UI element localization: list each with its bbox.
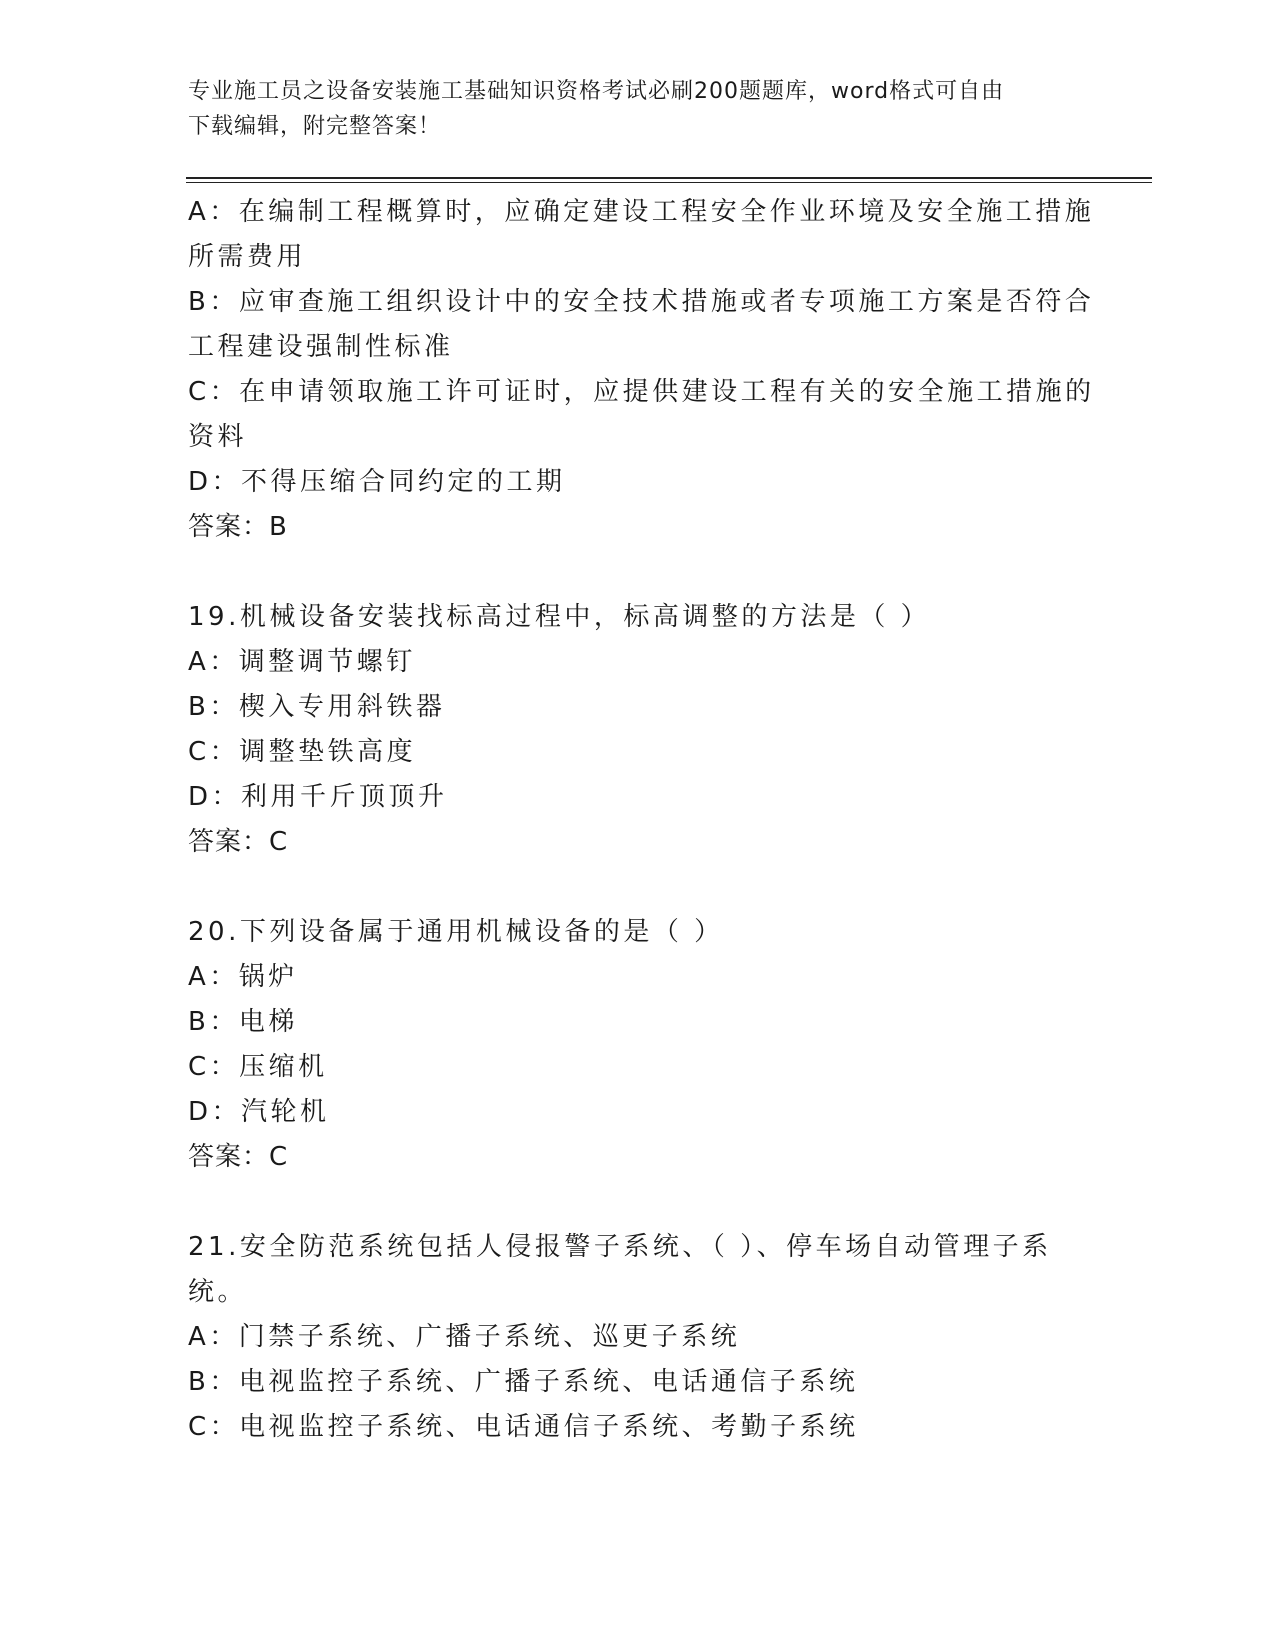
- q18-option-a-line-1: A：在编制工程概算时，应确定建设工程安全作业环境及安全施工措施: [188, 197, 1095, 227]
- question-18-block: [188, 190, 1095, 550]
- q18-option-b-line-1: B：应审查施工组织设计中的安全技术措施或者专项施工方案是否符合: [188, 287, 1095, 317]
- q19-option-b: B：楔入专用斜铁器: [188, 692, 446, 722]
- question-list: [188, 190, 1095, 1450]
- question-19-block: [188, 595, 1078, 865]
- header-line-2: 下载编辑，附完整答案！: [188, 114, 442, 139]
- spacer: [188, 865, 1078, 910]
- q18-option-d: D：不得压缩合同约定的工期: [188, 467, 566, 497]
- q21-question-line-1: 21.安全防范系统包括人侵报警子系统、（ ）、停车场自动管理子系: [188, 1232, 1052, 1262]
- question-21-block: [188, 1225, 1078, 1450]
- q19-answer: 答案：C: [188, 827, 289, 857]
- document-header: [188, 74, 1068, 144]
- question-20-block: [188, 910, 1078, 1180]
- q21-option-c: C：电视监控子系统、电话通信子系统、考勤子系统: [188, 1412, 859, 1442]
- header-line-1: 专业施工员之设备安装施工基础知识资格考试必刷200题题库，word格式可自由: [188, 79, 1005, 104]
- q19-question: 19.机械设备安装找标高过程中，标高调整的方法是（ ）: [188, 602, 931, 632]
- header-divider-thick: [186, 177, 1152, 179]
- q18-answer: 答案：B: [188, 512, 288, 542]
- header-divider-thin: [186, 182, 1152, 183]
- q19-option-c: C：调整垫铁高度: [188, 737, 417, 767]
- q20-answer: 答案：C: [188, 1142, 289, 1172]
- q20-question: 20.下列设备属于通用机械设备的是（ ）: [188, 917, 724, 947]
- q21-question-line-2: 统。: [188, 1277, 248, 1307]
- q18-option-c-line-2: 资料: [188, 422, 248, 452]
- q18-option-b-line-2: 工程建设强制性标准: [188, 332, 454, 362]
- q21-option-b: B：电视监控子系统、广播子系统、电话通信子系统: [188, 1367, 859, 1397]
- q18-option-c-line-1: C：在申请领取施工许可证时，应提供建设工程有关的安全施工措施的: [188, 377, 1095, 407]
- q20-option-b: B：电梯: [188, 1007, 298, 1037]
- q18-option-a-line-2: 所需费用: [188, 242, 307, 272]
- q20-option-d: D：汽轮机: [188, 1097, 330, 1127]
- spacer: [188, 550, 1078, 595]
- q20-option-a: A：锅炉: [188, 962, 298, 992]
- q20-option-c: C：压缩机: [188, 1052, 328, 1082]
- spacer: [188, 1180, 1078, 1225]
- q19-option-a: A：调整调节螺钉: [188, 647, 416, 677]
- q21-option-a: A：门禁子系统、广播子系统、巡更子系统: [188, 1322, 741, 1352]
- q19-option-d: D：利用千斤顶顶升: [188, 782, 448, 812]
